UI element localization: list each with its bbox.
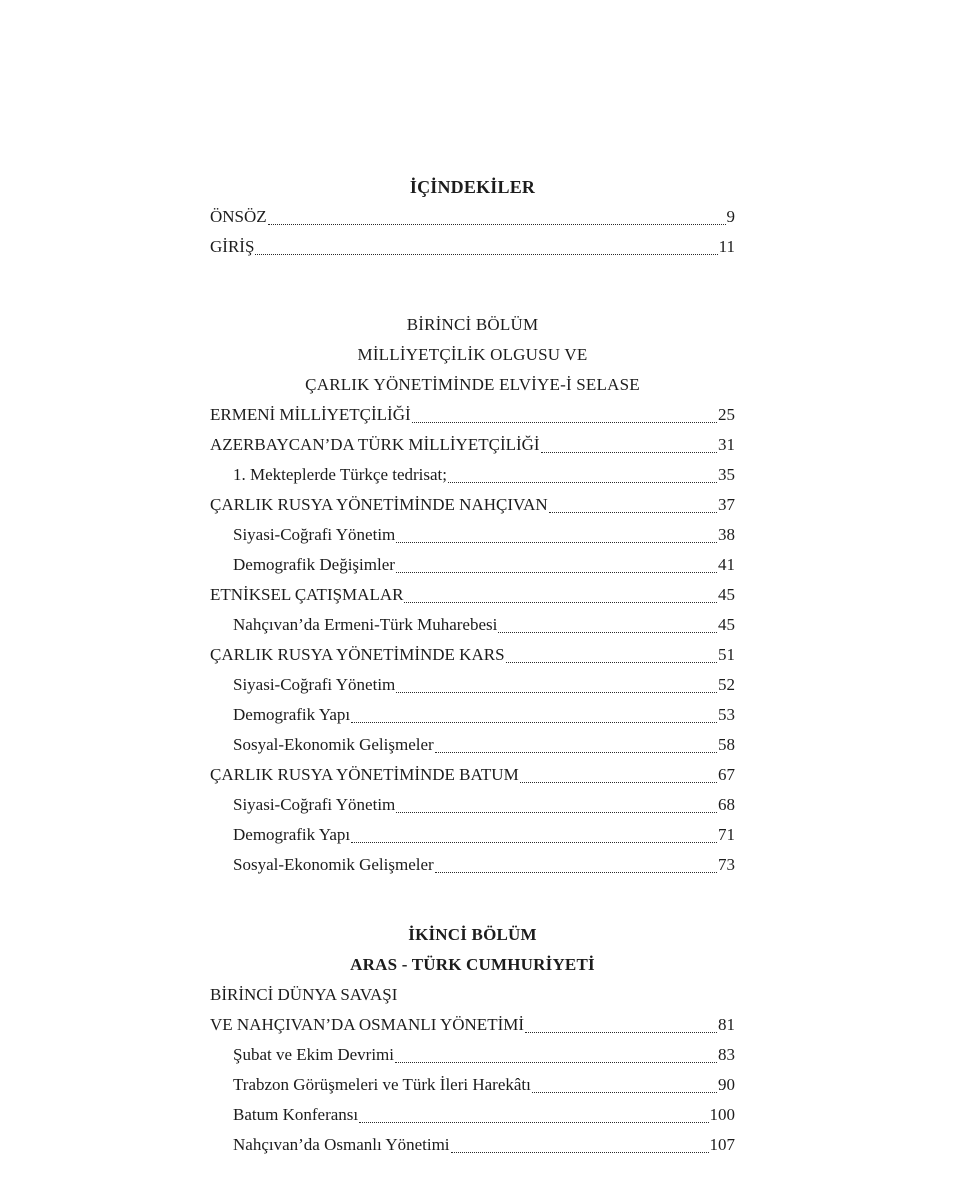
part-one-entries — [210, 400, 735, 880]
entry-label: BİRİNCİ DÜNYA SAVAŞI — [210, 985, 398, 1004]
part-one-headings — [210, 310, 735, 400]
dot-leader — [506, 662, 717, 663]
toc-entry[interactable] — [210, 700, 735, 730]
entry-page: 25 — [718, 405, 735, 424]
entry-page: 31 — [718, 435, 735, 454]
entry-page: 38 — [718, 525, 735, 544]
toc-entry[interactable] — [210, 610, 735, 640]
toc-entry[interactable] — [210, 1130, 735, 1160]
table-of-contents — [210, 172, 735, 1160]
dot-leader — [351, 842, 717, 843]
entry-label: Demografik Değişimler — [233, 555, 395, 574]
entry-page: 100 — [709, 1105, 735, 1124]
dot-leader — [268, 224, 726, 225]
entry-page: 107 — [709, 1135, 735, 1154]
dot-leader — [435, 752, 717, 753]
entry-page: 83 — [718, 1045, 735, 1064]
entry-label: Nahçıvan’da Osmanlı Yönetimi — [233, 1135, 450, 1154]
toc-entry[interactable] — [210, 550, 735, 580]
entry-label: AZERBAYCAN’DA TÜRK MİLLİYETÇİLİĞİ — [210, 435, 540, 454]
entry-label: Demografik Yapı — [233, 825, 351, 844]
entry-page: 53 — [718, 705, 735, 724]
toc-entry[interactable] — [210, 790, 735, 820]
entry-label: VE NAHÇIVAN’DA OSMANLI YÖNETİMİ — [210, 1015, 525, 1034]
toc-entry[interactable] — [210, 640, 735, 670]
entry-page: 35 — [718, 465, 735, 484]
toc-entry[interactable] — [210, 820, 735, 850]
dot-leader — [541, 452, 717, 453]
entry-label: ÇARLIK RUSYA YÖNETİMİNDE NAHÇIVAN — [210, 495, 548, 514]
dot-leader — [255, 254, 717, 255]
entry-page: 73 — [718, 855, 735, 874]
toc-entry[interactable] — [210, 1100, 735, 1130]
entry-label: Siyasi-Coğrafi Yönetim — [233, 525, 396, 544]
entry-label: Sosyal-Ekonomik Gelişmeler — [233, 855, 434, 874]
dot-leader — [404, 602, 717, 603]
toc-entry[interactable] — [210, 232, 735, 262]
dot-leader — [448, 482, 717, 483]
entry-label: Demografik Yapı — [233, 705, 351, 724]
dot-leader — [435, 872, 717, 873]
dot-leader — [412, 422, 717, 423]
dot-leader — [396, 812, 717, 813]
dot-leader — [359, 1122, 708, 1123]
entry-label: Siyasi-Coğrafi Yönetim — [233, 795, 396, 814]
toc-entry[interactable] — [210, 490, 735, 520]
toc-entry[interactable] — [210, 520, 735, 550]
entry-label: Sosyal-Ekonomik Gelişmeler — [233, 735, 434, 754]
entry-page: 41 — [718, 555, 735, 574]
entry-label: Şubat ve Ekim Devrimi — [233, 1045, 395, 1064]
entry-label: Trabzon Görüşmeleri ve Türk İleri Harekâtı — [233, 1075, 531, 1094]
dot-leader — [396, 542, 717, 543]
toc-entry[interactable] — [210, 760, 735, 790]
entry-page: 58 — [718, 735, 735, 754]
toc-entry[interactable] — [210, 730, 735, 760]
entry-page: 45 — [718, 585, 735, 604]
part-subheading: ARAS - TÜRK CUMHURİYETİ — [350, 955, 595, 974]
toc-entry[interactable] — [210, 430, 735, 460]
dot-leader — [549, 512, 717, 513]
entry-label: ÇARLIK RUSYA YÖNETİMİNDE KARS — [210, 645, 505, 664]
entry-label: GİRİŞ — [210, 237, 255, 256]
entry-label: Batum Konferansı — [233, 1105, 359, 1124]
dot-leader — [451, 1152, 709, 1153]
entry-page: 67 — [718, 765, 735, 784]
entry-label: 1. Mekteplerde Türkçe tedrisat; — [233, 465, 447, 484]
dot-leader — [525, 1032, 717, 1033]
entry-page: 11 — [718, 237, 735, 256]
part-two-headings — [210, 920, 735, 980]
entry-page: 52 — [718, 675, 735, 694]
toc-entry[interactable] — [210, 580, 735, 610]
toc-entry[interactable] — [210, 400, 735, 430]
entry-page: 45 — [718, 615, 735, 634]
part-heading: BİRİNCİ BÖLÜM — [406, 315, 539, 334]
part-heading: İKİNCİ BÖLÜM — [408, 925, 537, 944]
toc-title: İÇİNDEKİLER — [409, 177, 536, 197]
toc-entry[interactable] — [210, 850, 735, 880]
dot-leader — [396, 572, 717, 573]
dot-leader — [395, 1062, 717, 1063]
entry-label: ETNİKSEL ÇATIŞMALAR — [210, 585, 404, 604]
entry-page: 9 — [726, 207, 735, 226]
part-subheading: MİLLİYETÇİLİK OLGUSU VE — [357, 345, 588, 364]
toc-entry[interactable] — [210, 670, 735, 700]
dot-leader — [520, 782, 717, 783]
toc-entry[interactable] — [210, 1070, 735, 1100]
dot-leader — [498, 632, 717, 633]
part-two-entries — [210, 980, 735, 1160]
dot-leader — [396, 692, 717, 693]
entry-page: 71 — [718, 825, 735, 844]
entry-page: 37 — [718, 495, 735, 514]
entry-label: ÖNSÖZ — [210, 207, 267, 226]
part-subheading: ÇARLIK YÖNETİMİNDE ELVİYE-İ SELASE — [305, 375, 640, 394]
entry-label: Nahçıvan’da Ermeni-Türk Muharebesi — [233, 615, 498, 634]
entry-page: 51 — [718, 645, 735, 664]
entry-page: 68 — [718, 795, 735, 814]
toc-entry[interactable] — [210, 1010, 735, 1040]
toc-entry[interactable] — [210, 460, 735, 490]
front-matter — [210, 202, 735, 262]
toc-entry[interactable] — [210, 980, 735, 1010]
toc-entry[interactable] — [210, 202, 735, 232]
entry-label: ÇARLIK RUSYA YÖNETİMİNDE BATUM — [210, 765, 519, 784]
toc-entry[interactable] — [210, 1040, 735, 1070]
dot-leader — [532, 1092, 717, 1093]
entry-page: 81 — [718, 1015, 735, 1034]
entry-label: ERMENİ MİLLİYETÇİLİĞİ — [210, 405, 411, 424]
entry-page: 90 — [718, 1075, 735, 1094]
dot-leader — [351, 722, 717, 723]
entry-label: Siyasi-Coğrafi Yönetim — [233, 675, 396, 694]
